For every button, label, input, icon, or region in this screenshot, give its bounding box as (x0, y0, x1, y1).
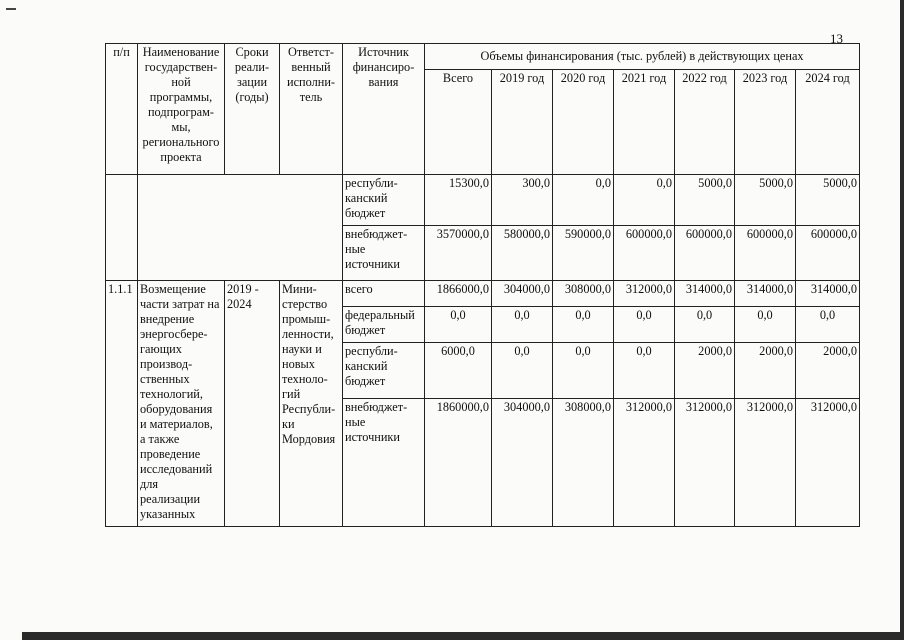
header-executor: Ответст- венный исполни- тель (280, 44, 343, 175)
value-cell: 312000,0 (735, 399, 796, 527)
value-cell: 0,0 (553, 175, 614, 226)
item-terms: 2019 - 2024 (225, 281, 280, 527)
value-cell: 600000,0 (614, 226, 675, 281)
table-header-row (106, 44, 860, 70)
value-cell: 0,0 (553, 343, 614, 399)
value-cell: 0,0 (492, 343, 553, 399)
header-year: 2021 год (614, 70, 675, 175)
empty-merged-cell (138, 175, 343, 281)
header-year: 2019 год (492, 70, 553, 175)
value-cell: 0,0 (675, 307, 735, 343)
scan-edge-bottom (22, 632, 904, 640)
header-source: Источник финансиро- вания (343, 44, 425, 175)
value-cell: 15300,0 (425, 175, 492, 226)
value-cell: 308000,0 (553, 281, 614, 307)
header-year: 2022 год (675, 70, 735, 175)
value-cell: 5000,0 (796, 175, 860, 226)
value-cell: 580000,0 (492, 226, 553, 281)
header-year: Всего (425, 70, 492, 175)
value-cell: 308000,0 (553, 399, 614, 527)
value-cell: 600000,0 (735, 226, 796, 281)
value-cell: 0,0 (796, 307, 860, 343)
item-number: 1.1.1 (106, 281, 138, 527)
header-num: п/п (106, 44, 138, 175)
financing-table (105, 43, 860, 527)
value-cell: 600000,0 (675, 226, 735, 281)
value-cell: 2000,0 (735, 343, 796, 399)
source-cell: всего (343, 281, 425, 307)
value-cell: 6000,0 (425, 343, 492, 399)
empty-cell (106, 175, 138, 281)
value-cell: 0,0 (735, 307, 796, 343)
header-program-name: Наименование государствен- ной программы, подпрограм- мы, регионального проекта (138, 44, 225, 175)
value-cell: 5000,0 (735, 175, 796, 226)
value-cell: 0,0 (492, 307, 553, 343)
value-cell: 5000,0 (675, 175, 735, 226)
value-cell: 314000,0 (735, 281, 796, 307)
value-cell: 312000,0 (796, 399, 860, 527)
header-year: 2024 год (796, 70, 860, 175)
value-cell: 0,0 (614, 343, 675, 399)
scan-mark (6, 8, 16, 16)
scan-edge-right (900, 0, 904, 640)
value-cell: 1866000,0 (425, 281, 492, 307)
value-cell: 0,0 (614, 175, 675, 226)
source-cell: внебюджет- ные источники (343, 399, 425, 527)
header-year: 2020 год (553, 70, 614, 175)
value-cell: 1860000,0 (425, 399, 492, 527)
page-number: 13 (830, 31, 843, 46)
value-cell: 304000,0 (492, 281, 553, 307)
header-year: 2023 год (735, 70, 796, 175)
value-cell: 314000,0 (796, 281, 860, 307)
value-cell: 600000,0 (796, 226, 860, 281)
header-terms: Сроки реали- зации (годы) (225, 44, 280, 175)
value-cell: 312000,0 (614, 399, 675, 527)
source-cell: внебюджет- ные источники (343, 226, 425, 281)
value-cell: 300,0 (492, 175, 553, 226)
item-name: Возмещение части затрат на внедрение энергосбере- гающих производ- ственных технологий, оборудования и материалов, а также проведение исследований для реализации указанных (138, 281, 225, 527)
item-executor: Мини- стерство промыш- ленности, науки и новых техноло- гий Республи- ки Мордовия (280, 281, 343, 527)
value-cell: 590000,0 (553, 226, 614, 281)
value-cell: 0,0 (425, 307, 492, 343)
value-cell: 2000,0 (675, 343, 735, 399)
source-cell: республи- канский бюджет (343, 343, 425, 399)
source-cell: республи- канский бюджет (343, 175, 425, 226)
value-cell: 304000,0 (492, 399, 553, 527)
value-cell: 312000,0 (614, 281, 675, 307)
value-cell: 312000,0 (675, 399, 735, 527)
table-row (106, 175, 860, 226)
value-cell: 3570000,0 (425, 226, 492, 281)
table-row (106, 281, 860, 307)
value-cell: 0,0 (614, 307, 675, 343)
value-cell: 314000,0 (675, 281, 735, 307)
header-volumes: Объемы финансирования (тыс. рублей) в действующих ценах (425, 44, 860, 70)
value-cell: 2000,0 (796, 343, 860, 399)
source-cell: федеральный бюджет (343, 307, 425, 343)
value-cell: 0,0 (553, 307, 614, 343)
